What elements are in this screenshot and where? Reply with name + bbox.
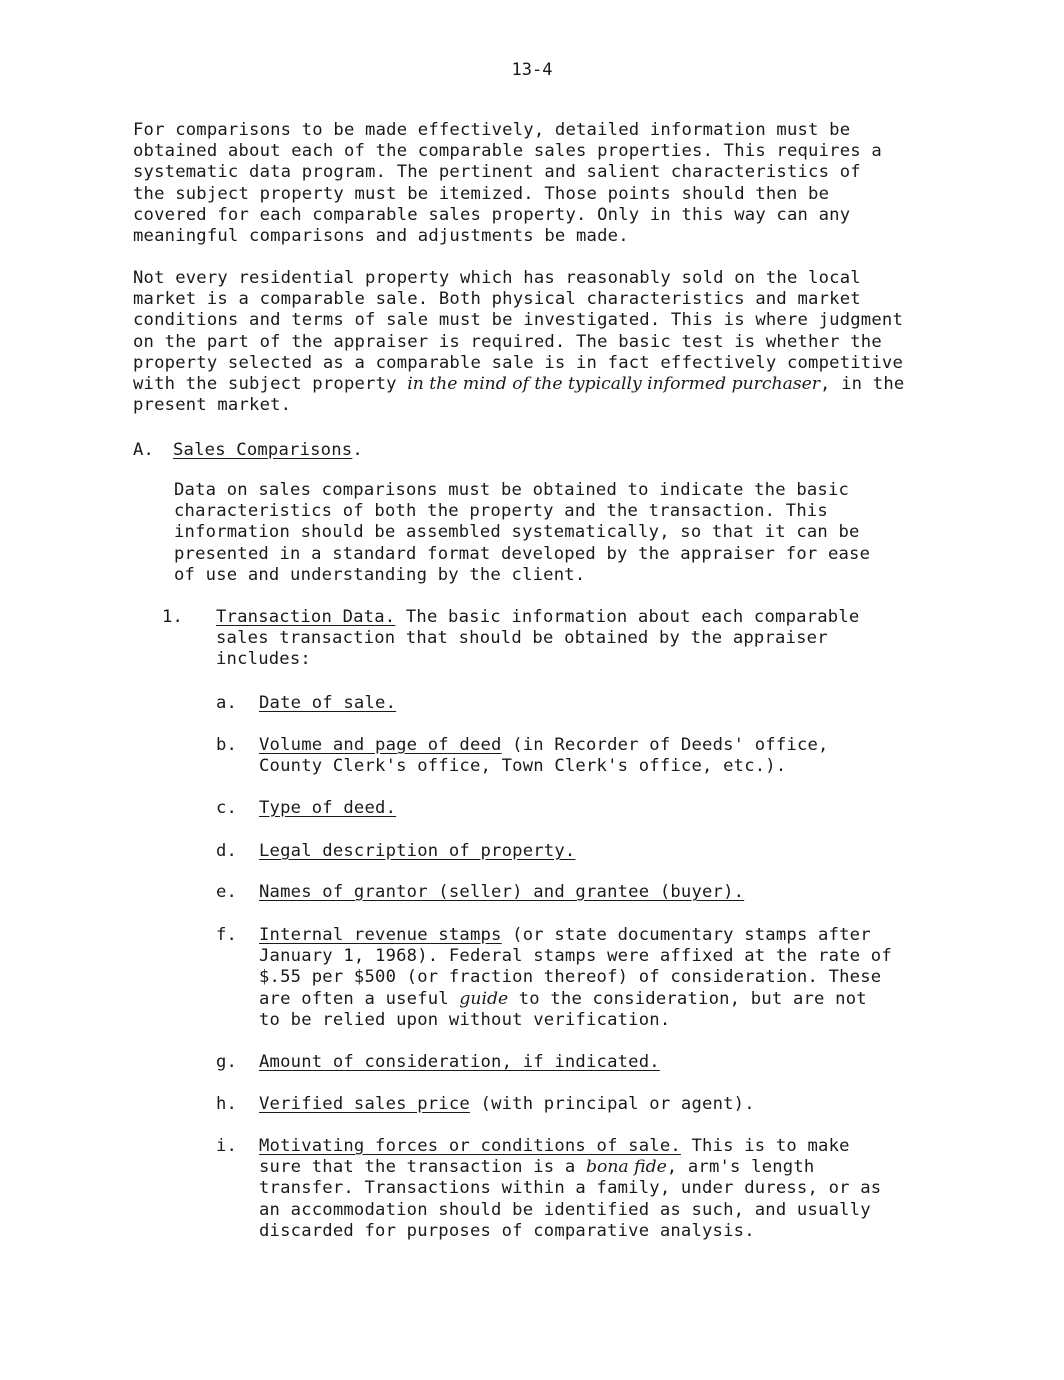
- subitem-i-tail: , arm's length transfer. Transactions within a family, under duress, or as an accommodation should be identified as such, and usually discarded for purposes of comparative analysis.: [259, 1157, 882, 1241]
- subitem-d-letter: d.: [216, 841, 238, 861]
- subitem-d: [216, 841, 896, 862]
- subitem-g-letter: g.: [216, 1052, 238, 1072]
- subitem-e: [216, 882, 896, 903]
- subitem-i: [216, 1136, 896, 1242]
- subitem-f-letter: f.: [216, 925, 238, 945]
- subitem-h-letter: h.: [216, 1094, 238, 1114]
- intro-paragraph: [133, 120, 893, 247]
- subitem-a: [216, 693, 896, 714]
- subitem-d-title: Legal description of property.: [259, 841, 576, 861]
- subitem-g-title: Amount of consideration, if indicated.: [259, 1052, 660, 1072]
- subitem-h: [216, 1094, 896, 1115]
- subitem-f-tail: to the consideration, but are not to be relied upon without verification.: [259, 988, 867, 1030]
- item-1-text: The basic information about each comparable sales transaction that should be obtained by the appraiser includes:: [216, 607, 860, 670]
- subitem-c-title: Type of deed.: [259, 798, 397, 818]
- subitem-c: [216, 798, 896, 819]
- section-a-heading: [133, 440, 533, 461]
- subitem-f-text: (or state documentary stamps after January 1, 1968). Federal stamps were affixed at the rate of $.55 per $500 (or fraction thereof) of consideration. These are often a useful: [259, 925, 892, 1009]
- comparable-sale-italic: in the mind of the typically informed purchaser: [407, 374, 821, 395]
- subitem-h-title: Verified sales price: [259, 1094, 470, 1114]
- intro-paragraph-text: For comparisons to be made effectively, detailed information must be obtained about each of the comparable sales properties. This requires a systematic data program. The pertinent and salient characteristics of the subject property must be itemized. Those points should then be covered for each comparable sales property. Only in this way can any meaningful comparisons and adjustments be made.: [133, 120, 882, 247]
- subitem-i-italic: bona fide: [585, 1157, 667, 1178]
- subitem-b-title: Volume and page of deed: [259, 735, 502, 755]
- subitem-f: [216, 925, 896, 1031]
- item-transaction-data: [162, 607, 892, 671]
- subitem-f-italic: guide: [459, 988, 509, 1009]
- comparable-sale-tail: , in the present market.: [133, 374, 905, 416]
- subitem-h-text: (with principal or agent).: [469, 1094, 755, 1114]
- subitem-i-title: Motivating forces or conditions of sale.: [259, 1136, 681, 1156]
- subitem-a-letter: a.: [216, 693, 238, 713]
- subitem-b: [216, 735, 896, 777]
- subitem-b-text: (in Recorder of Deeds' office, County Clerk's office, Town Clerk's office, etc.).: [259, 735, 829, 777]
- subitem-a-title: Date of sale.: [259, 693, 397, 713]
- comparable-sale-text: Not every residential property which has reasonably sold on the local market is a comparable sale. Both physical characteristics and market conditions and terms of sale must be investigated. This is where judgment on the part of the appraiser is required. The basic test is whether the property selected as a comparable sale is in fact effectively competitive with the subject property: [133, 268, 903, 395]
- subitem-f-title: Internal revenue stamps: [259, 925, 502, 945]
- page-number: 13-4: [511, 60, 553, 80]
- subitem-e-letter: e.: [216, 882, 238, 902]
- subitem-c-letter: c.: [216, 798, 238, 818]
- section-a-letter: A.: [133, 440, 155, 460]
- subitem-i-letter: i.: [216, 1136, 238, 1156]
- section-a-title: Sales Comparisons: [173, 440, 353, 460]
- subitem-i-text: This is to make sure that the transaction is a: [259, 1136, 850, 1178]
- item-1-title: Transaction Data.: [216, 607, 396, 627]
- item-1-number: 1.: [162, 607, 184, 627]
- section-a-paragraph: [174, 480, 894, 586]
- subitem-g: [216, 1052, 896, 1073]
- section-a-paragraph-text: Data on sales comparisons must be obtained to indicate the basic characteristics of both the property and the transaction. This information should be assembled systematically, so that it can be presented in a standard format developed by the appraiser for ease of use and understanding by the client.: [174, 480, 871, 585]
- subitem-e-title: Names of grantor (seller) and grantee (buyer).: [259, 882, 745, 902]
- section-a-period: .: [352, 440, 363, 460]
- subitem-b-letter: b.: [216, 735, 238, 755]
- comparable-sale-paragraph: [133, 268, 923, 416]
